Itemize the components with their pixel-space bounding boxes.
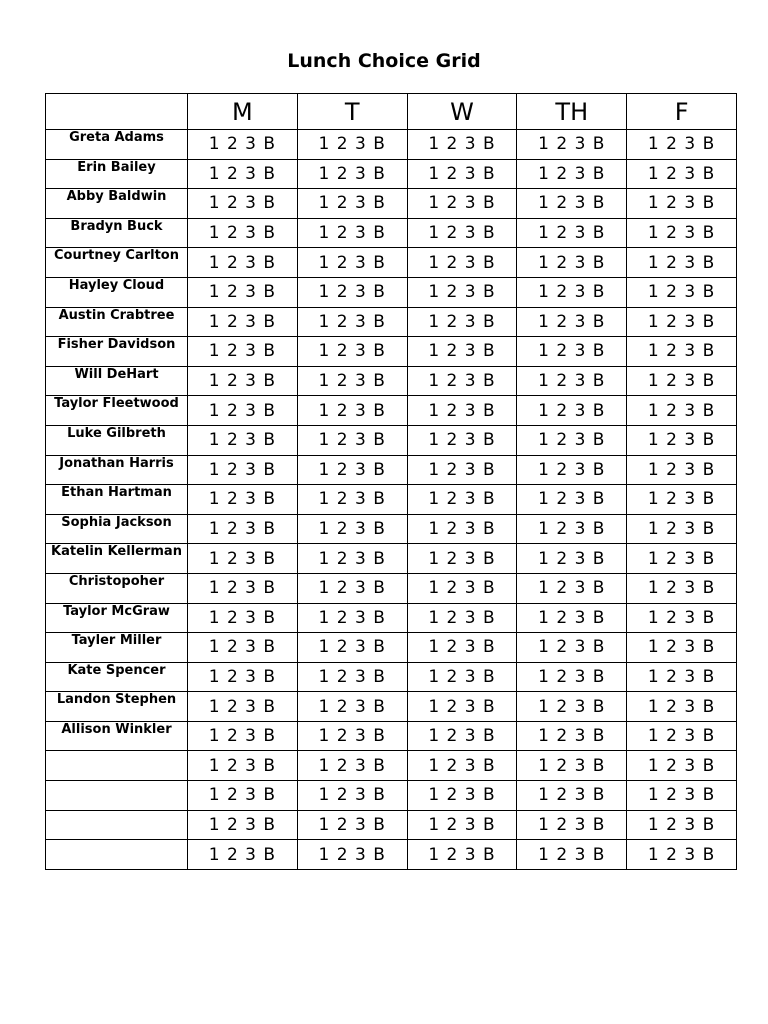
choice-cell[interactable]: 1 2 3 B	[627, 455, 737, 485]
choice-cell[interactable]: 1 2 3 B	[297, 366, 407, 396]
day-header: T	[297, 94, 407, 130]
choice-cell[interactable]: 1 2 3 B	[627, 366, 737, 396]
choice-cell[interactable]: 1 2 3 B	[517, 544, 627, 574]
choice-cell[interactable]: 1 2 3 B	[517, 485, 627, 515]
table-row	[46, 692, 737, 722]
choice-cell[interactable]: 1 2 3 B	[517, 277, 627, 307]
choice-cell[interactable]: 1 2 3 B	[407, 189, 517, 219]
student-name-cell	[46, 810, 188, 840]
choice-cell[interactable]: 1 2 3 B	[517, 248, 627, 278]
choice-cell[interactable]: 1 2 3 B	[627, 248, 737, 278]
student-name-cell: Taylor Fleetwood	[46, 396, 188, 426]
table-row	[46, 751, 737, 781]
day-header: TH	[517, 94, 627, 130]
choice-cell[interactable]: 1 2 3 B	[188, 425, 298, 455]
choice-cell[interactable]: 1 2 3 B	[297, 455, 407, 485]
choice-cell[interactable]: 1 2 3 B	[297, 396, 407, 426]
choice-cell[interactable]: 1 2 3 B	[188, 573, 298, 603]
choice-cell[interactable]: 1 2 3 B	[407, 633, 517, 663]
choice-cell[interactable]: 1 2 3 B	[188, 751, 298, 781]
table-body	[46, 130, 737, 870]
choice-cell[interactable]: 1 2 3 B	[297, 307, 407, 337]
student-name-cell	[46, 781, 188, 811]
day-header: W	[407, 94, 517, 130]
choice-cell[interactable]: 1 2 3 B	[517, 307, 627, 337]
table-row	[46, 662, 737, 692]
choice-cell[interactable]: 1 2 3 B	[297, 425, 407, 455]
choice-cell[interactable]: 1 2 3 B	[407, 159, 517, 189]
choice-cell[interactable]: 1 2 3 B	[188, 692, 298, 722]
table-row	[46, 277, 737, 307]
choice-cell[interactable]: 1 2 3 B	[517, 514, 627, 544]
choice-cell[interactable]: 1 2 3 B	[627, 810, 737, 840]
choice-cell[interactable]: 1 2 3 B	[627, 485, 737, 515]
choice-cell[interactable]: 1 2 3 B	[188, 337, 298, 367]
choice-cell[interactable]: 1 2 3 B	[517, 130, 627, 160]
choice-cell[interactable]: 1 2 3 B	[627, 307, 737, 337]
choice-cell[interactable]: 1 2 3 B	[517, 337, 627, 367]
table-row	[46, 781, 737, 811]
choice-cell[interactable]: 1 2 3 B	[188, 633, 298, 663]
choice-cell[interactable]: 1 2 3 B	[297, 840, 407, 870]
student-name-cell	[46, 840, 188, 870]
day-header: F	[627, 94, 737, 130]
lunch-choice-table	[45, 93, 737, 870]
student-name-cell: Kate Spencer	[46, 662, 188, 692]
choice-cell[interactable]: 1 2 3 B	[188, 307, 298, 337]
table-row	[46, 544, 737, 574]
table-row	[46, 514, 737, 544]
choice-cell[interactable]: 1 2 3 B	[297, 721, 407, 751]
choice-cell[interactable]: 1 2 3 B	[407, 692, 517, 722]
choice-cell[interactable]: 1 2 3 B	[407, 603, 517, 633]
student-name-cell: Erin Bailey	[46, 159, 188, 189]
table-row	[46, 218, 737, 248]
choice-cell[interactable]: 1 2 3 B	[188, 159, 298, 189]
choice-cell[interactable]: 1 2 3 B	[517, 633, 627, 663]
choice-cell[interactable]: 1 2 3 B	[297, 514, 407, 544]
choice-cell[interactable]: 1 2 3 B	[627, 840, 737, 870]
student-name-cell: Luke Gilbreth	[46, 425, 188, 455]
choice-cell[interactable]: 1 2 3 B	[407, 130, 517, 160]
student-name-cell: Taylor McGraw	[46, 603, 188, 633]
table-row	[46, 307, 737, 337]
student-name-cell: Tayler Miller	[46, 633, 188, 663]
table-row	[46, 425, 737, 455]
choice-cell[interactable]: 1 2 3 B	[407, 810, 517, 840]
choice-cell[interactable]: 1 2 3 B	[407, 721, 517, 751]
choice-cell[interactable]: 1 2 3 B	[407, 337, 517, 367]
table-row	[46, 573, 737, 603]
choice-cell[interactable]: 1 2 3 B	[297, 573, 407, 603]
choice-cell[interactable]: 1 2 3 B	[407, 307, 517, 337]
choice-cell[interactable]: 1 2 3 B	[627, 189, 737, 219]
student-name-cell: Katelin Kellerman	[46, 544, 188, 574]
choice-cell[interactable]: 1 2 3 B	[188, 485, 298, 515]
choice-cell[interactable]: 1 2 3 B	[517, 810, 627, 840]
choice-cell[interactable]: 1 2 3 B	[407, 248, 517, 278]
choice-cell[interactable]: 1 2 3 B	[627, 781, 737, 811]
choice-cell[interactable]: 1 2 3 B	[297, 159, 407, 189]
student-name-cell: Will DeHart	[46, 366, 188, 396]
choice-cell[interactable]: 1 2 3 B	[407, 514, 517, 544]
choice-cell[interactable]: 1 2 3 B	[627, 337, 737, 367]
choice-cell[interactable]: 1 2 3 B	[407, 485, 517, 515]
choice-cell[interactable]: 1 2 3 B	[188, 218, 298, 248]
choice-cell[interactable]: 1 2 3 B	[407, 751, 517, 781]
table-row	[46, 721, 737, 751]
table-row	[46, 396, 737, 426]
choice-cell[interactable]: 1 2 3 B	[188, 662, 298, 692]
student-name-cell: Hayley Cloud	[46, 277, 188, 307]
choice-cell[interactable]: 1 2 3 B	[297, 218, 407, 248]
choice-cell[interactable]: 1 2 3 B	[407, 840, 517, 870]
table-row	[46, 189, 737, 219]
choice-cell[interactable]: 1 2 3 B	[517, 692, 627, 722]
choice-cell[interactable]: 1 2 3 B	[297, 544, 407, 574]
choice-cell[interactable]: 1 2 3 B	[297, 692, 407, 722]
table-row	[46, 366, 737, 396]
choice-cell[interactable]: 1 2 3 B	[188, 277, 298, 307]
choice-cell[interactable]: 1 2 3 B	[627, 130, 737, 160]
choice-cell[interactable]: 1 2 3 B	[517, 781, 627, 811]
choice-cell[interactable]: 1 2 3 B	[188, 603, 298, 633]
choice-cell[interactable]: 1 2 3 B	[627, 633, 737, 663]
choice-cell[interactable]: 1 2 3 B	[407, 425, 517, 455]
table-row	[46, 485, 737, 515]
choice-cell[interactable]: 1 2 3 B	[297, 781, 407, 811]
choice-cell[interactable]: 1 2 3 B	[627, 159, 737, 189]
choice-cell[interactable]: 1 2 3 B	[297, 248, 407, 278]
choice-cell[interactable]: 1 2 3 B	[297, 751, 407, 781]
choice-cell[interactable]: 1 2 3 B	[627, 692, 737, 722]
student-name-cell: Abby Baldwin	[46, 189, 188, 219]
student-name-cell: Fisher Davidson	[46, 337, 188, 367]
choice-cell[interactable]: 1 2 3 B	[517, 573, 627, 603]
choice-cell[interactable]: 1 2 3 B	[517, 662, 627, 692]
choice-cell[interactable]: 1 2 3 B	[297, 189, 407, 219]
choice-cell[interactable]: 1 2 3 B	[517, 189, 627, 219]
choice-cell[interactable]: 1 2 3 B	[407, 544, 517, 574]
choice-cell[interactable]: 1 2 3 B	[407, 662, 517, 692]
student-name-cell: Christopoher	[46, 573, 188, 603]
table-row	[46, 159, 737, 189]
student-name-cell	[46, 751, 188, 781]
choice-cell[interactable]: 1 2 3 B	[627, 396, 737, 426]
student-name-cell: Bradyn Buck	[46, 218, 188, 248]
choice-cell[interactable]: 1 2 3 B	[627, 721, 737, 751]
choice-cell[interactable]: 1 2 3 B	[627, 514, 737, 544]
choice-cell[interactable]: 1 2 3 B	[297, 337, 407, 367]
header-row	[46, 94, 737, 130]
choice-cell[interactable]: 1 2 3 B	[407, 396, 517, 426]
table-row	[46, 810, 737, 840]
choice-cell[interactable]: 1 2 3 B	[297, 277, 407, 307]
student-name-cell: Jonathan Harris	[46, 455, 188, 485]
choice-cell[interactable]: 1 2 3 B	[517, 603, 627, 633]
choice-cell[interactable]: 1 2 3 B	[517, 159, 627, 189]
choice-cell[interactable]: 1 2 3 B	[297, 633, 407, 663]
choice-cell[interactable]: 1 2 3 B	[297, 810, 407, 840]
choice-cell[interactable]: 1 2 3 B	[627, 277, 737, 307]
choice-cell[interactable]: 1 2 3 B	[627, 425, 737, 455]
page-title: Lunch Choice Grid	[287, 50, 481, 72]
choice-cell[interactable]: 1 2 3 B	[188, 366, 298, 396]
choice-cell[interactable]: 1 2 3 B	[517, 218, 627, 248]
table-row	[46, 130, 737, 160]
choice-cell[interactable]: 1 2 3 B	[297, 662, 407, 692]
table-row	[46, 248, 737, 278]
choice-cell[interactable]: 1 2 3 B	[188, 810, 298, 840]
choice-cell[interactable]: 1 2 3 B	[627, 573, 737, 603]
student-name-cell: Ethan Hartman	[46, 485, 188, 515]
student-name-cell: Courtney Carlton	[46, 248, 188, 278]
choice-cell[interactable]: 1 2 3 B	[188, 544, 298, 574]
choice-cell[interactable]: 1 2 3 B	[517, 455, 627, 485]
student-name-cell: Sophia Jackson	[46, 514, 188, 544]
choice-cell[interactable]: 1 2 3 B	[188, 721, 298, 751]
choice-cell[interactable]: 1 2 3 B	[188, 514, 298, 544]
table-row	[46, 633, 737, 663]
choice-cell[interactable]: 1 2 3 B	[407, 573, 517, 603]
choice-cell[interactable]: 1 2 3 B	[627, 544, 737, 574]
choice-cell[interactable]: 1 2 3 B	[407, 455, 517, 485]
choice-cell[interactable]: 1 2 3 B	[627, 218, 737, 248]
name-column-header	[46, 94, 188, 130]
choice-cell[interactable]: 1 2 3 B	[517, 425, 627, 455]
student-name-cell: Allison Winkler	[46, 721, 188, 751]
table-row	[46, 455, 737, 485]
choice-cell[interactable]: 1 2 3 B	[188, 130, 298, 160]
choice-cell[interactable]: 1 2 3 B	[297, 603, 407, 633]
choice-cell[interactable]: 1 2 3 B	[517, 721, 627, 751]
table-row	[46, 337, 737, 367]
choice-cell[interactable]: 1 2 3 B	[407, 366, 517, 396]
choice-cell[interactable]: 1 2 3 B	[517, 840, 627, 870]
student-name-cell: Landon Stephen	[46, 692, 188, 722]
choice-cell[interactable]: 1 2 3 B	[517, 396, 627, 426]
student-name-cell: Greta Adams	[46, 130, 188, 160]
choice-cell[interactable]: 1 2 3 B	[188, 189, 298, 219]
choice-cell[interactable]: 1 2 3 B	[407, 218, 517, 248]
choice-cell[interactable]: 1 2 3 B	[188, 455, 298, 485]
day-header: M	[188, 94, 298, 130]
choice-cell[interactable]: 1 2 3 B	[297, 485, 407, 515]
choice-cell[interactable]: 1 2 3 B	[627, 751, 737, 781]
choice-cell[interactable]: 1 2 3 B	[627, 603, 737, 633]
choice-cell[interactable]: 1 2 3 B	[188, 781, 298, 811]
choice-cell[interactable]: 1 2 3 B	[188, 840, 298, 870]
choice-cell[interactable]: 1 2 3 B	[517, 751, 627, 781]
choice-cell[interactable]: 1 2 3 B	[407, 781, 517, 811]
table-row	[46, 603, 737, 633]
choice-cell[interactable]: 1 2 3 B	[627, 662, 737, 692]
choice-cell[interactable]: 1 2 3 B	[188, 248, 298, 278]
choice-cell[interactable]: 1 2 3 B	[297, 130, 407, 160]
table-row	[46, 840, 737, 870]
choice-cell[interactable]: 1 2 3 B	[188, 396, 298, 426]
student-name-cell: Austin Crabtree	[46, 307, 188, 337]
choice-cell[interactable]: 1 2 3 B	[407, 277, 517, 307]
choice-cell[interactable]: 1 2 3 B	[517, 366, 627, 396]
